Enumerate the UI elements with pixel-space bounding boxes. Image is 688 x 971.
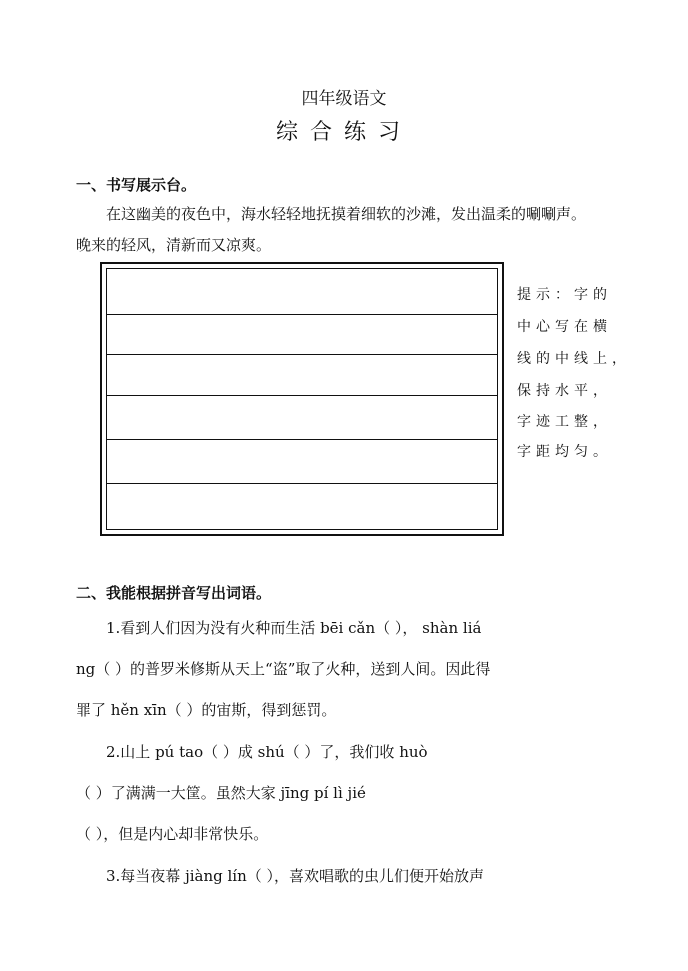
exercise-line: 2.山上 pú tao（ ）成 shú（ ）了，我们收 huò [106,743,428,761]
writing-rule [107,483,497,484]
section2-heading: 二、我能根据拼音写出词语。 [76,584,272,602]
hint-line-3: 线的中线上， [517,351,631,367]
writing-rule [107,314,497,315]
exercise-line: ng（ ）的普罗米修斯从天上“盗”取了火种，送到人间。因此得 [76,660,491,678]
section1-heading: 一、书写展示台。 [76,176,197,194]
document-title: 综合练习 [275,120,412,145]
writing-box[interactable] [100,262,504,536]
writing-rule [107,395,497,396]
exercise-line: 3.每当夜幕 jiàng lín（ ），喜欢唱歌的虫儿们便开始放声 [106,867,485,885]
hint-line-2: 中心写在横 [517,319,612,335]
hint-line-1: 提示：字的 [517,287,612,303]
section1-passage-line-1: 在这幽美的夜色中，海水轻轻地抚摸着细软的沙滩，发出温柔的唰唰声。 [106,205,587,223]
exercise-line: 1.看到人们因为没有火种而生活 bēi cǎn（ ）， shàn liá [106,619,482,637]
writing-box-inner [106,268,498,530]
hint-line-6: 字距均匀。 [517,444,612,460]
exercise-line: （ ）了满满一大筐。虽然大家 jīng pí lì jié [76,784,366,802]
writing-rule [107,354,497,355]
hint-line-4: 保持水平， [517,383,612,399]
section1-passage-line-2: 晚来的轻风，清新而又凉爽。 [76,236,272,254]
writing-rule [107,439,497,440]
exercise-line: 罪了 hěn xīn（ ）的宙斯，得到惩罚。 [76,701,337,719]
hint-line-5: 字迹工整， [517,414,612,430]
exercise-line: （ ），但是内心却非常快乐。 [76,825,269,843]
document-subtitle: 四年级语文 [301,89,387,109]
